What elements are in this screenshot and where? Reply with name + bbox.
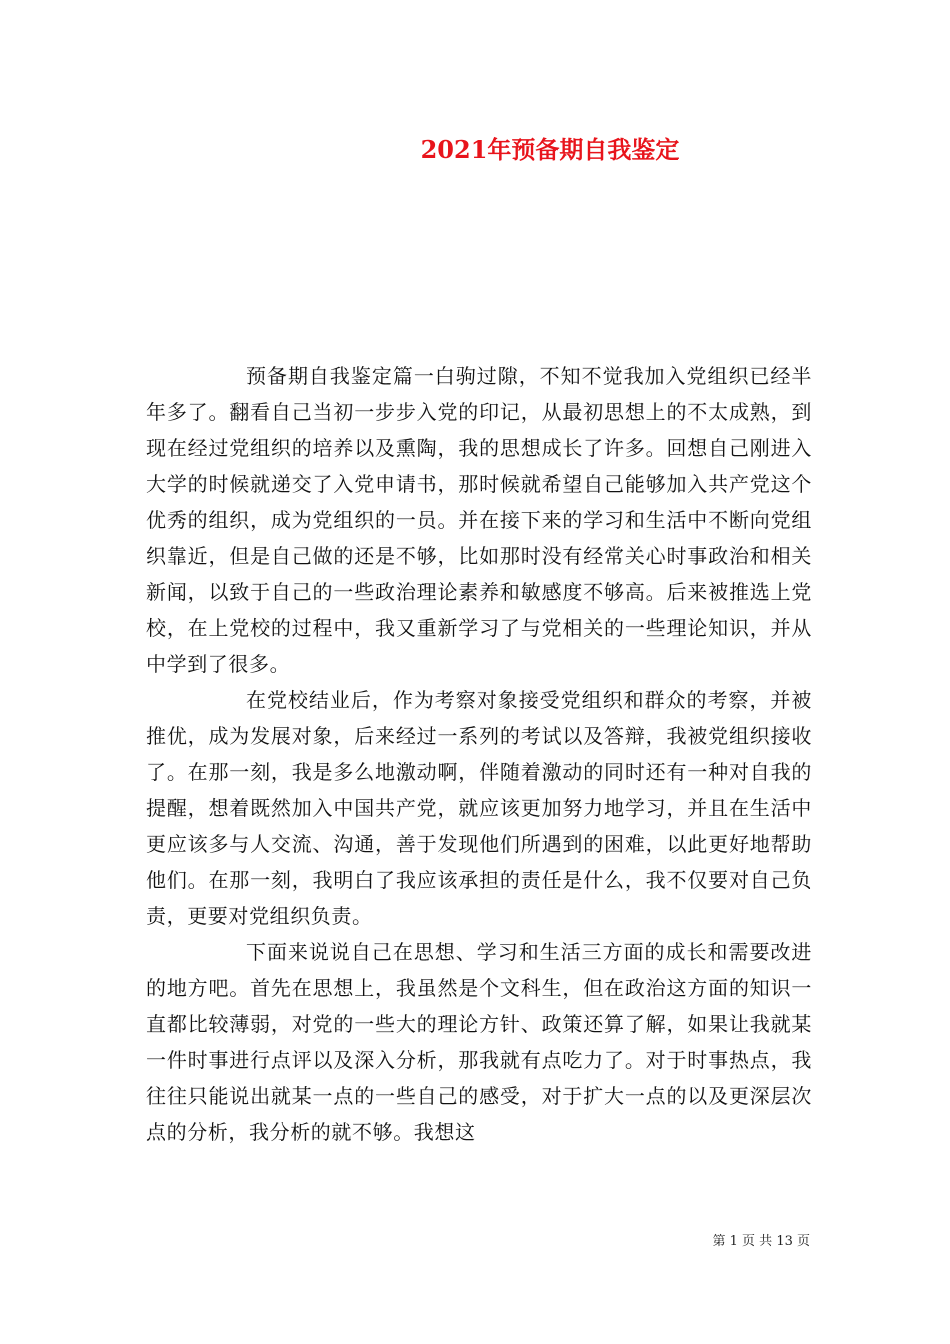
document-body <box>146 358 812 1150</box>
page-number-footer: 第 1 页 共 13 页 <box>712 1234 810 1249</box>
paragraph-3: 下面来说说自己在思想、学习和生活三方面的成长和需要改进的地方吧。首先在思想上，我虽然是个文科生，但在政治这方面的知识一直都比较薄弱，对党的一些大的理论方针、政策还算了解，如果让我就某一件时事进行点评以及深入分析，那我就有点吃力了。对于时事热点，我往往只能说出就某一点的一些自己的感受，对于扩大一点的以及更深层次点的分析，我分析的就不够。我想这 <box>146 940 812 1144</box>
paragraph-1: 预备期自我鉴定篇一白驹过隙，不知不觉我加入党组织已经半年多了。翻看自己当初一步步入党的印记，从最初思想上的不太成熟，到现在经过党组织的培养以及熏陶，我的思想成长了许多。回想自己刚进入大学的时候就递交了入党申请书，那时候就希望自己能够加入共产党这个优秀的组织，成为党组织的一员。并在接下来的学习和生活中不断向党组织靠近，但是自己做的还是不够，比如那时没有经常关心时事政治和相关新闻，以致于自己的一些政治理论素养和敏感度不够高。后来被推选上党校，在上党校的过程中，我又重新学习了与党相关的一些理论知识，并从中学到了很多。 <box>146 364 812 676</box>
document-title: 2021年预备期自我鉴定 <box>420 135 680 164</box>
paragraph-2: 在党校结业后，作为考察对象接受党组织和群众的考察，并被推优，成为发展对象，后来经过一系列的考试以及答辩，我被党组织接收了。在那一刻，我是多么地激动啊，伴随着激动的同时还有一种对自我的提醒，想着既然加入中国共产党，就应该更加努力地学习，并且在生活中更应该多与人交流、沟通，善于发现他们所遇到的困难，以此更好地帮助他们。在那一刻，我明白了我应该承担的责任是什么，我不仅要对自己负责，更要对党组织负责。 <box>146 688 812 928</box>
